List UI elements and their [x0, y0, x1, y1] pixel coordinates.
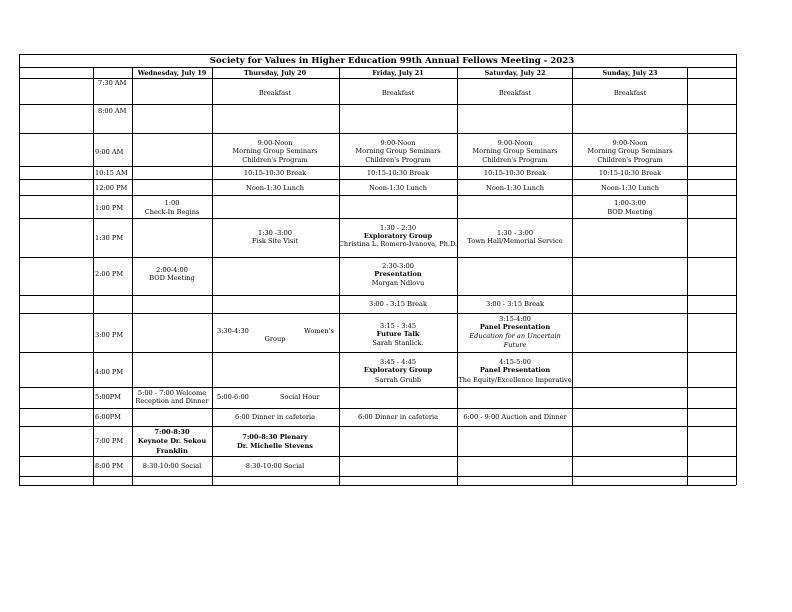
event-seminar-time: 9:00-Noon — [257, 139, 293, 147]
event-keynote: 7:00-8:30 — [154, 428, 190, 436]
time-label: 8:00 PM — [95, 462, 124, 470]
event-panel-subtitle: Education for an Uncertain — [469, 332, 561, 340]
rule — [19, 166, 736, 167]
event-fisk-time: 1:30 -3:00 — [258, 229, 292, 237]
event-seminar: Morning Group Seminars — [355, 147, 441, 155]
event-keynote: Keynote Dr. Sekou — [137, 437, 207, 445]
rule — [212, 67, 213, 485]
time-label: 1:00 PM — [95, 204, 124, 212]
rule — [19, 257, 736, 258]
time-label: 2:00 PM — [95, 270, 124, 278]
time-label: 10:15 AM — [95, 169, 128, 177]
time-label: 4:00 PM — [95, 368, 124, 376]
event-women-time: 3:30-4:30 — [217, 327, 249, 335]
rule — [19, 387, 736, 388]
rule — [19, 133, 736, 134]
event-pres-time: 2:30-3:00 — [382, 262, 414, 270]
event-panel-subtitle: Future — [503, 341, 527, 349]
day-header-friday: Friday, July 21 — [372, 69, 424, 77]
event-welcome: Reception and Dinner — [135, 397, 209, 405]
event-explore-time: 1:30 - 2:30 — [379, 224, 417, 232]
event-social: 8:30-10:00 Social — [245, 462, 305, 470]
event-break: 3:00 - 3:15 Break — [369, 300, 427, 308]
time-label: 5:00PM — [95, 393, 121, 401]
event-checkin-time: 1:00 — [164, 199, 180, 207]
rule — [19, 485, 736, 486]
rule — [572, 67, 573, 485]
event-panel-time: 4:15-5:00 — [499, 358, 531, 366]
event-children: Children's Program — [482, 156, 548, 164]
event-seminar-time: 9:00-Noon — [497, 139, 533, 147]
day-header-wednesday: Wednesday, July 19 — [137, 69, 207, 77]
event-breakfast: Breakfast — [498, 89, 532, 97]
event-panel-time: 3:15-4:00 — [499, 315, 531, 323]
event-townhall: Town Hall/Memorial Service — [467, 237, 563, 245]
event-lunch: Noon-1:30 Lunch — [601, 184, 659, 192]
event-lunch: Noon-1:30 Lunch — [486, 184, 544, 192]
event-children: Children's Program — [242, 156, 308, 164]
event-bod: BOD Meeting — [607, 208, 653, 216]
rule — [457, 67, 458, 485]
rule — [19, 295, 736, 296]
rule — [19, 67, 736, 68]
rule — [132, 67, 133, 485]
event-keynote: Franklin — [156, 447, 188, 455]
event-break: 10:15-10:30 Break — [366, 169, 430, 177]
event-welcome: 5:00 - 7:00 Welcome — [137, 389, 207, 397]
event-explore2-person: Sarrah Grubb — [374, 376, 422, 384]
rule — [19, 179, 736, 180]
rule — [736, 67, 737, 485]
event-break: 10:15-10:30 Break — [598, 169, 662, 177]
event-seminar: Morning Group Seminars — [232, 147, 318, 155]
rule — [339, 67, 340, 485]
rule — [19, 54, 20, 67]
time-label: 6:00PM — [95, 413, 121, 421]
event-pres-person: Morgan Ndlovu — [371, 279, 425, 287]
event-plenary: 7:00-8:30 Plenary — [242, 433, 308, 441]
event-breakfast: Breakfast — [381, 89, 415, 97]
event-children: Children's Program — [597, 156, 663, 164]
day-header-sunday: Sunday, July 23 — [602, 69, 658, 77]
event-seminar-time: 9:00-Noon — [612, 139, 648, 147]
event-explore-person: Christina L. Romero-Ivanova, Ph.D. — [338, 240, 458, 248]
event-plenary: Dr. Michelle Stevens — [236, 442, 314, 450]
event-breakfast: Breakfast — [613, 89, 647, 97]
event-checkin: Check-In Begins — [144, 208, 200, 216]
event-lunch: Noon-1:30 Lunch — [246, 184, 304, 192]
event-future-person: Sarah Stanlick. — [372, 339, 424, 347]
event-dinner: 6:00 Dinner in cafeteria — [234, 413, 316, 421]
day-header-thursday: Thursday, July 20 — [243, 69, 307, 77]
event-children: Children's Program — [365, 156, 431, 164]
rule — [19, 218, 736, 219]
event-seminar: Morning Group Seminars — [587, 147, 673, 155]
event-explore2-time: 3:45 - 4:45 — [379, 358, 417, 366]
event-social: 8:30-10:00 Social — [142, 462, 202, 470]
rule — [19, 426, 736, 427]
event-bod: BOD Meeting — [149, 274, 195, 282]
event-social-hour-time: 5:00-6:00 — [217, 393, 249, 401]
rule — [19, 408, 736, 409]
event-explore: Exploratory Group — [363, 232, 433, 240]
event-social-hour: Social Hour — [280, 393, 320, 401]
rule — [19, 313, 736, 314]
rule — [93, 67, 94, 485]
event-auction: 6:00 - 9:00 Auction and Dinner — [463, 413, 567, 421]
event-panel: Panel Presentation — [479, 366, 551, 374]
event-break: 10:15-10:30 Break — [483, 169, 547, 177]
day-header-saturday: Saturday, July 22 — [484, 69, 546, 77]
rule — [19, 78, 736, 79]
event-panel: Panel Presentation — [479, 323, 551, 331]
time-label: 8:00 AM — [98, 107, 127, 115]
rule — [19, 456, 736, 457]
event-women: Women's — [304, 327, 334, 335]
time-label: 7:00 PM — [95, 437, 124, 445]
event-future: Future Talk — [376, 330, 420, 338]
event-townhall-time: 1:30 - 3:00 — [496, 229, 534, 237]
rule — [19, 195, 736, 196]
event-seminar-time: 9:00-Noon — [380, 139, 416, 147]
time-label: 3:00 PM — [95, 331, 124, 339]
event-break: 10:15-10:30 Break — [243, 169, 307, 177]
event-bod-time: 1:00-3:00 — [614, 199, 646, 207]
event-breakfast: Breakfast — [258, 89, 292, 97]
event-women: Group — [264, 335, 286, 343]
time-label: 12:00 PM — [95, 184, 128, 192]
event-fisk: Fisk Site Visit — [251, 237, 299, 245]
page-title: Society for Values in Higher Education 99th Annual Fellows Meeting - 2023 — [209, 56, 575, 66]
event-pres: Presentation — [374, 270, 422, 278]
event-dinner: 6:00 Dinner in cafeteria — [357, 413, 439, 421]
event-explore2: Exploratory Group — [363, 366, 433, 374]
rule — [19, 104, 736, 105]
time-label: 7:30 AM — [98, 79, 127, 87]
rule — [19, 476, 736, 477]
event-panel-subtitle: The Equity/Excellence Imperative — [458, 376, 572, 384]
time-label: 9:00 AM — [95, 148, 124, 156]
event-bod-time: 2:00-4:00 — [156, 266, 188, 274]
rule — [736, 54, 737, 67]
rule — [19, 352, 736, 353]
event-seminar: Morning Group Seminars — [472, 147, 558, 155]
event-lunch: Noon-1:30 Lunch — [369, 184, 427, 192]
event-future-time: 3:15 - 3:45 — [379, 322, 417, 330]
time-label: 1:30 PM — [95, 234, 124, 242]
rule — [687, 67, 688, 485]
rule — [19, 67, 20, 485]
event-break: 3:00 - 3:15 Break — [486, 300, 544, 308]
rule — [19, 54, 736, 55]
